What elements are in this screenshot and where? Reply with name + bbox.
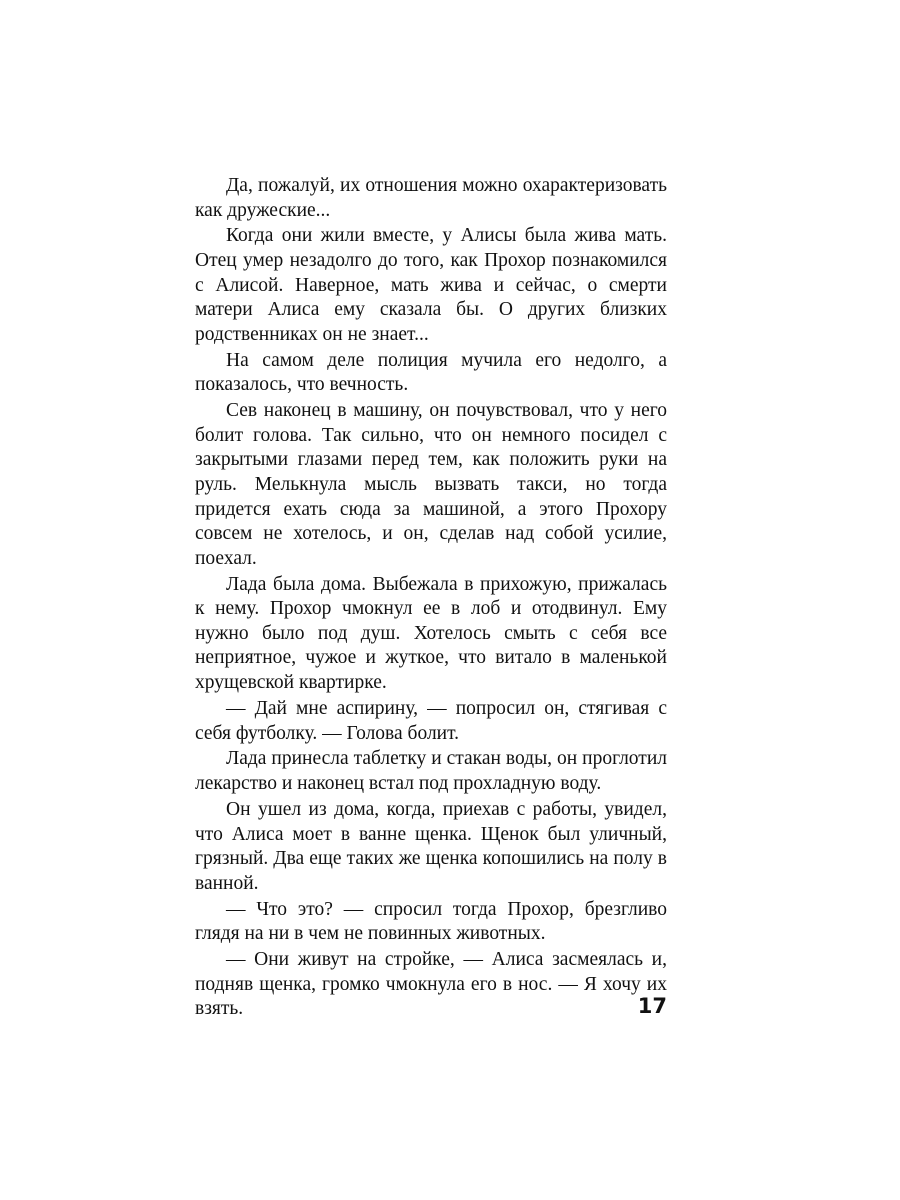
- paragraph: — Что это? — спросил тогда Прохор, брезгливо глядя на ни в чем не повинных животных.: [195, 898, 667, 945]
- paragraph: — Они живут на стройке, — Алиса засмеялась и, подняв щенка, громко чмокнула его в нос. — Я хочу их взять.: [195, 949, 667, 1020]
- paragraph: Да, пожалуй, их отношения можно охарактеризовать как дружеские...: [195, 175, 667, 221]
- paragraph: На самом деле полиция мучила его недолго, а показалось, что вечность.: [195, 349, 667, 396]
- body-text: [195, 174, 667, 1023]
- paragraph: Сев наконец в машину, он почувствовал, что у него болит голова. Так сильно, что он немного посидел с закрытыми глазами перед тем, как положить руки на руль. Мелькнула мысль вызвать такси, но тогда придется ехать сюда за машиной, а этого Прохору совсем не хотелось, и он, сделав над собой усилие, поехал.: [195, 400, 667, 569]
- paragraph: Он ушел из дома, когда, приехав с работы, увидел, что Алиса моет в ванне щенка. Щенок был уличный, грязный. Два еще таких же щенка копошились на полу в ванной.: [195, 798, 667, 894]
- paragraph: Когда они жили вместе, у Алисы была жива мать. Отец умер незадолго до того, как Прохор познакомился с Алисой. Наверное, мать жива и сейчас, о смерти матери Алиса ему сказала бы. О других близких родственниках он не знает...: [195, 225, 667, 345]
- paragraph: Лада была дома. Выбежала в прихожую, прижалась к нему. Прохор чмокнул ее в лоб и отодвинул. Ему нужно было под душ. Хотелось смыть с себя все неприятное, чужое и жуткое, что витало в маленькой хрущевской квартирке.: [195, 573, 667, 694]
- paragraph: — Дай мне аспирину, — попросил он, стягивая с себя футболку. — Голова болит.: [195, 697, 667, 744]
- paragraph: Лада принесла таблетку и стакан воды, он проглотил лекарство и наконец встал под прохладную воду.: [195, 748, 667, 795]
- page-number: 17: [637, 994, 667, 1018]
